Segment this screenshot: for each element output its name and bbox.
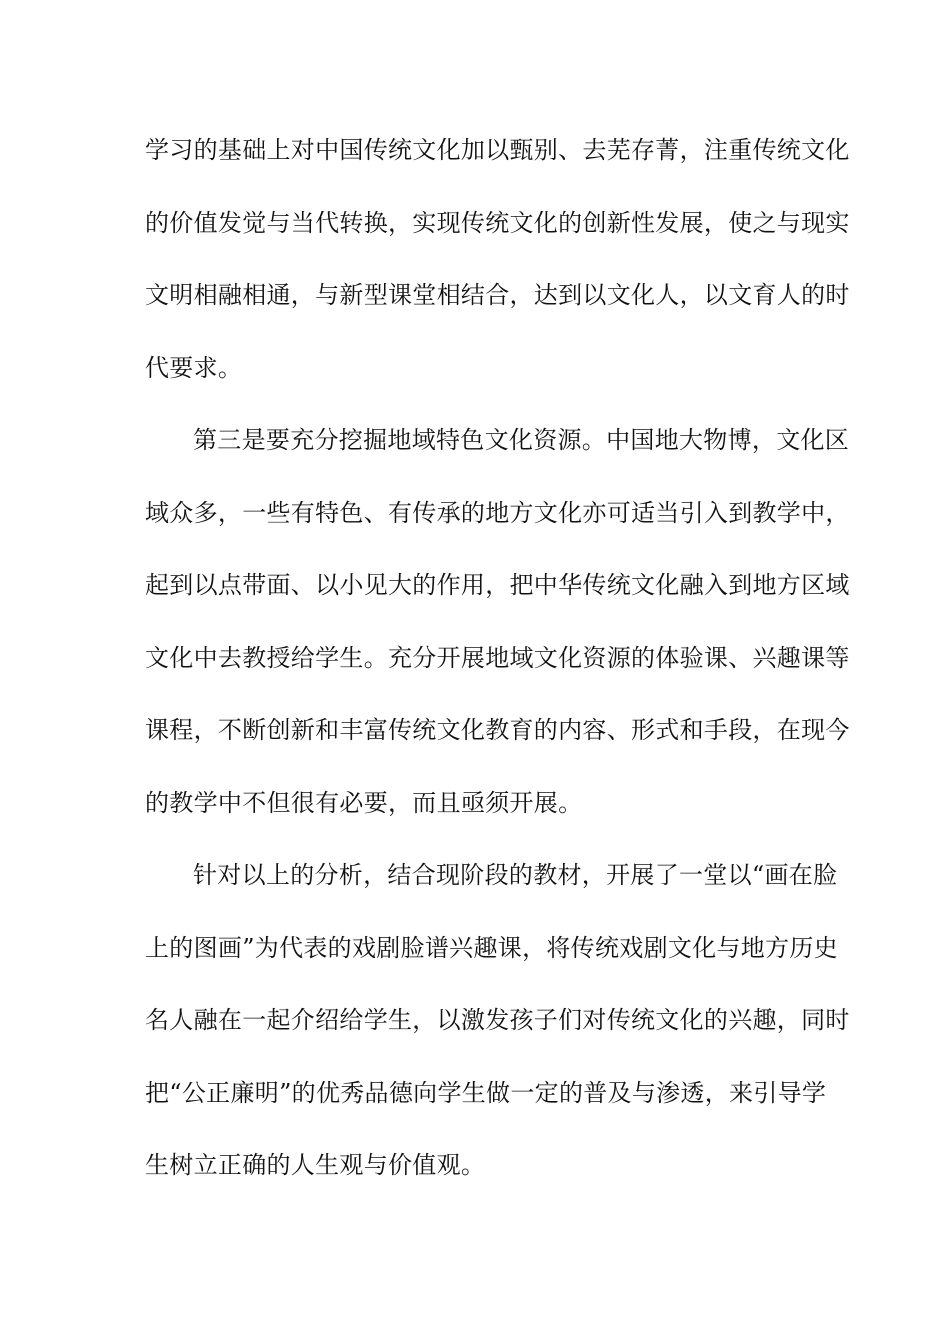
text-line: 文明相融相通，与新型课堂相结合，达到以文化人，以文育人的时 xyxy=(145,281,850,309)
text-line: 起到以点带面、以小见大的作用，把中华传统文化融入到地方区域 xyxy=(145,571,850,599)
text-line: 学习的基础上对中国传统文化加以甄别、去芜存菁，注重传统文化 xyxy=(145,136,850,164)
text-line: 生树立正确的人生观与价值观。 xyxy=(145,1151,486,1179)
document-page xyxy=(145,126,850,1214)
text-line: 名人融在一起介绍给学生，以激发孩子们对传统文化的兴趣，同时 xyxy=(145,1006,850,1034)
text-line: 针对以上的分析，结合现阶段的教材，开展了一堂以“画在脸 xyxy=(193,861,838,889)
text-line: 的价值发觉与当代转换，实现传统文化的创新性发展，使之与现实 xyxy=(145,208,850,237)
text-line: 上的图画”为代表的戏剧脸谱兴趣课，将传统戏剧文化与地方历史 xyxy=(145,933,838,962)
text-line: 文化中去教授给学生。充分开展地域文化资源的体验课、兴趣课等 xyxy=(145,643,850,672)
text-line: 第三是要充分挖掘地域特色文化资源。中国地大物博，文化区 xyxy=(193,426,850,454)
text-line: 代要求。 xyxy=(145,353,243,382)
text-line: 把“公正廉明”的优秀品德向学生做一定的普及与渗透，来引导学 xyxy=(145,1078,827,1107)
text-line: 的教学中不但很有必要，而且亟须开展。 xyxy=(145,788,583,817)
text-line: 课程，不断创新和丰富传统文化教育的内容、形式和手段，在现今 xyxy=(145,716,850,744)
paragraph-3 xyxy=(145,851,850,1214)
paragraph-1 xyxy=(145,126,850,416)
text-line: 域众多，一些有特色、有传承的地方文化亦可适当引入到教学中， xyxy=(145,498,850,527)
paragraph-2 xyxy=(145,416,850,851)
